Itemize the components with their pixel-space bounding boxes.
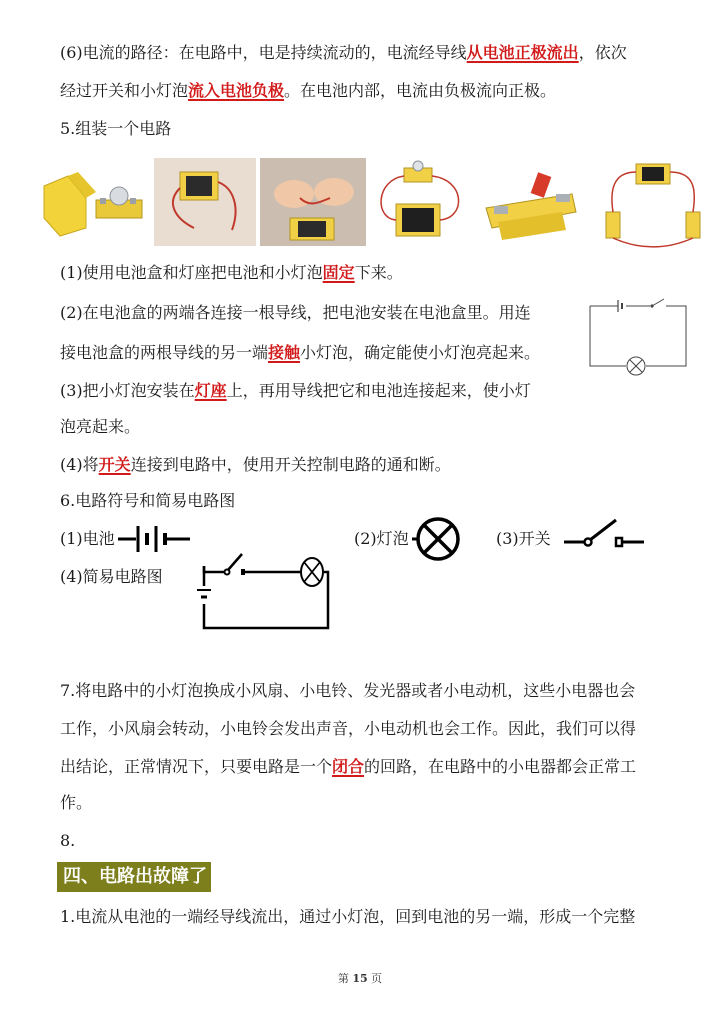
page-number: 15 <box>352 972 368 985</box>
keyword-highlight: 接触 <box>268 343 301 362</box>
bulb-label: (2)灯泡 <box>354 529 409 548</box>
section-8-title: 8. <box>60 831 76 850</box>
keyword-highlight: 开关 <box>98 455 131 474</box>
section-7-line-2: 工作，小风扇会转动，小电铃会发出声音，小电动机也会工作。因此，我们可以得 <box>60 719 637 738</box>
paragraph-6-line-1 <box>60 42 627 64</box>
text: (4)将 <box>60 455 99 474</box>
simple-diagram-label: (4)简易电路图 <box>60 567 163 586</box>
text: 上，再用导线把它和电池连接起来，使小灯 <box>226 381 531 400</box>
battery-label: (1)电池 <box>60 529 115 548</box>
small-circuit-diagram <box>576 296 700 378</box>
keyword-highlight: 流入电池负极 <box>188 81 285 100</box>
page-footer <box>0 970 720 986</box>
section-7-line-3 <box>60 756 636 778</box>
battery-symbol <box>118 524 192 554</box>
text: 。在电池内部，电流由负极流向正极。 <box>284 81 557 100</box>
text: 出结论，正常情况下，只要电路是一个 <box>60 757 333 776</box>
section-7-line-4: 作。 <box>60 793 93 812</box>
text: (1)使用电池盒和灯座把电池和小灯泡 <box>60 263 323 282</box>
footer-suffix: 页 <box>371 972 383 985</box>
step-3-line-2: 泡亮起来。 <box>60 417 141 436</box>
step-4 <box>60 454 451 476</box>
text: 小灯泡，确定能使小灯泡亮起来。 <box>300 343 541 362</box>
battery-bulb-circuit-photo <box>370 158 472 246</box>
complete-circuit-photo <box>600 158 706 246</box>
text: 接电池盒的两根导线的另一端 <box>60 343 269 362</box>
bulb-holder-photo <box>38 158 150 246</box>
section-7-line-1: 7.将电路中的小灯泡换成小风扇、小电铃、发光器或者小电动机，这些小电器也会 <box>60 681 636 700</box>
text: (3)把小灯泡安装在 <box>60 381 195 400</box>
keyword-highlight: 固定 <box>322 263 355 282</box>
keyword-highlight: 灯座 <box>194 381 227 400</box>
step-2-line-2 <box>60 342 540 364</box>
switch-label: (3)开关 <box>496 529 551 548</box>
keyword-highlight: 从电池正极流出 <box>466 43 579 62</box>
paragraph-6-line-2 <box>60 80 556 102</box>
text: 连接到电路中，使用开关控制电路的通和断。 <box>130 455 451 474</box>
text: 的回路，在电路中的小电器都会正常工 <box>364 757 637 776</box>
step-1 <box>60 262 403 284</box>
keyword-highlight: 闭合 <box>332 757 365 776</box>
section-5-title: 5.组装一个电路 <box>60 119 172 138</box>
switch-photo <box>476 158 584 246</box>
step-3-line-1 <box>60 380 531 402</box>
bulb-symbol <box>412 516 464 562</box>
text: ，依次 <box>578 43 627 62</box>
switch-symbol <box>562 516 646 550</box>
battery-holder-photo <box>154 158 256 246</box>
paragraph-1: 1.电流从电池的一端经导线流出，通过小灯泡，回到电池的另一端，形成一个完整 <box>60 907 636 926</box>
step-2-line-1: (2)在电池盒的两端各连接一根导线，把电池安装在电池盒里。用连 <box>60 303 531 322</box>
text: 经过开关和小灯泡 <box>60 81 189 100</box>
section-4-heading: 四、电路出故障了 <box>57 862 211 892</box>
text: (6)电流的路径：在电路中，电是持续流动的，电流经导线 <box>60 43 467 62</box>
hands-assembling-photo <box>260 158 366 246</box>
simple-circuit-diagram <box>194 550 334 632</box>
text: 下来。 <box>354 263 403 282</box>
footer-prefix: 第 <box>337 972 349 985</box>
section-6-title: 6.电路符号和简易电路图 <box>60 491 236 510</box>
